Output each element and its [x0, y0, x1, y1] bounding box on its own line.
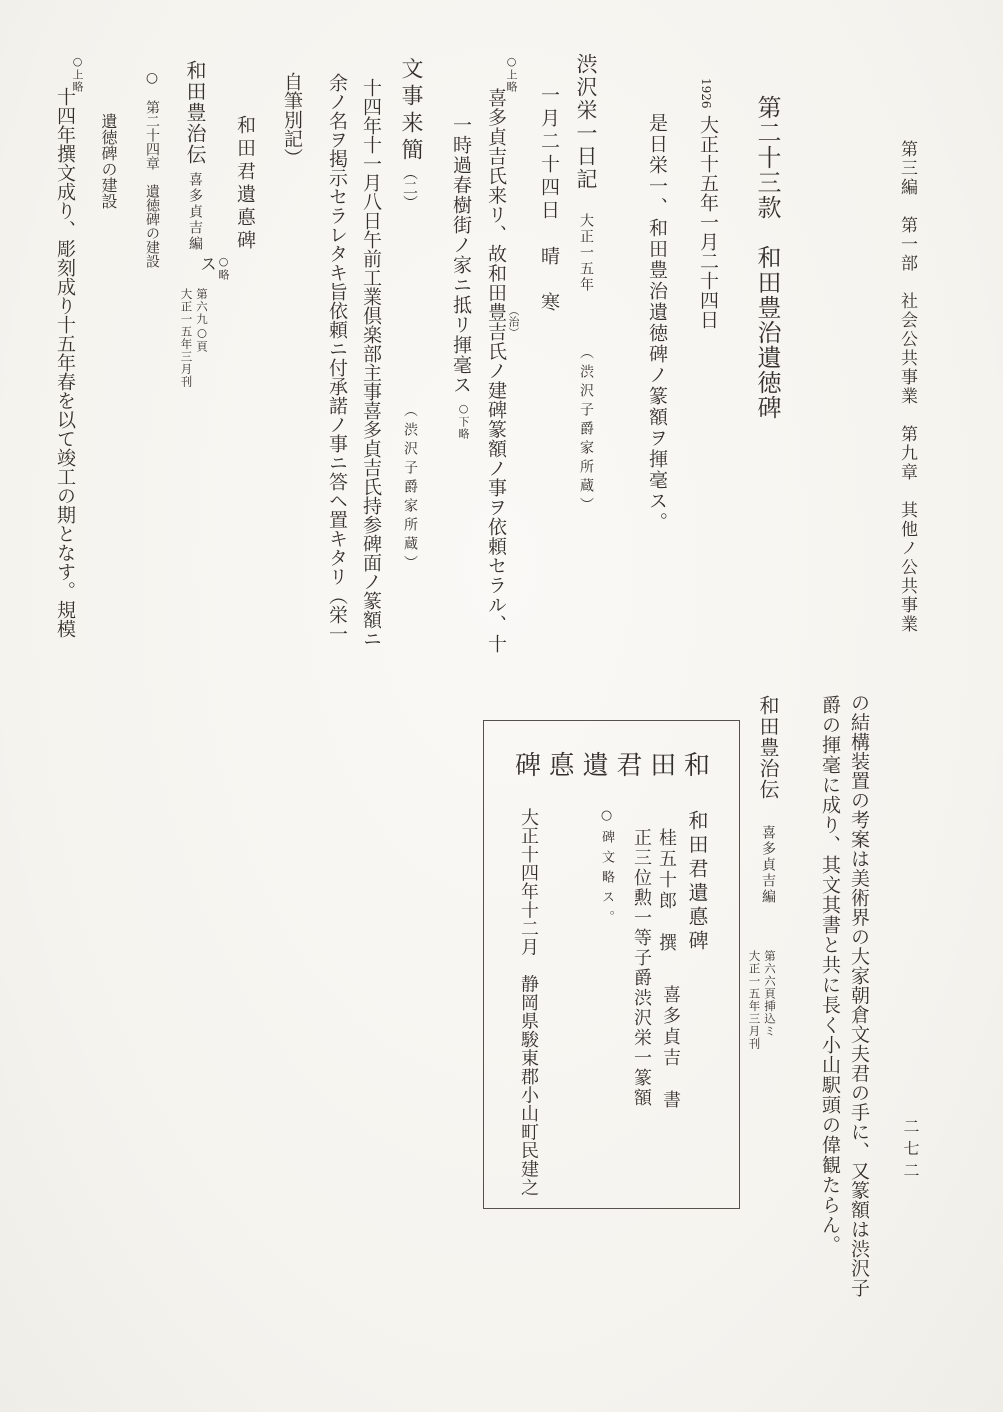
letter-ending-pair: [197, 255, 229, 281]
omission-mark-top: ○上略: [505, 55, 518, 93]
biography2-reference: [748, 950, 775, 1050]
diary-source: ︵渋沢子爵家所蔵︶: [578, 345, 594, 516]
biography2-editor: 喜多貞吉編: [760, 825, 776, 905]
inscription-headline-char: 君: [616, 751, 643, 781]
date-heading: 大正十五年一月二十四日: [697, 115, 719, 330]
letters-line-3: 自筆別記︶: [281, 72, 303, 167]
chapter-heading: ○ 第二十四章 遺徳碑の建設: [144, 70, 160, 268]
diary-title: 渋沢栄一日記: [574, 53, 598, 191]
diary-line-2: 一時過春樹街ノ家ニ抵リ揮毫ス: [450, 115, 472, 395]
inscription-headline: [515, 753, 710, 779]
biography1-ref-page: 第六九○頁: [195, 288, 209, 353]
letter-suffix: ス: [196, 255, 216, 272]
diary-entry-date: 一月二十四日 晴 寒: [538, 85, 560, 315]
inscription-note: ○碑文略ス。: [599, 808, 614, 930]
inscription-title: 和田君遺悳碑: [685, 810, 709, 954]
inscription-calligrapher: 喜多貞吉 書: [660, 985, 681, 1111]
inscription-headline-char: 遺: [582, 751, 609, 781]
letters-source: ︵渋沢子爵家所蔵︶: [402, 403, 418, 574]
running-header: 第三編 第一部 社会公共事業 第九章 其他ノ公共事業: [897, 140, 917, 634]
subsection-heading: 遺徳碑の建設: [99, 113, 118, 209]
biography2-title: 和田豊治伝: [756, 695, 780, 800]
inscription-date-place: 大正十四年十二月 静岡県駿東郡小山町民建之: [518, 808, 539, 1197]
gregorian-year: 1926: [699, 78, 713, 109]
biography1-title: 和田豊治伝: [183, 60, 207, 165]
letters-number: ︵二︶: [401, 165, 419, 210]
continuation-line-2: 爵の揮毫に成り、其文其書と共に長く小山駅頭の偉観たらん。: [819, 695, 841, 1255]
section-title: 第二十三款 和田豊治遺徳碑: [753, 95, 781, 420]
biography1-body: 十四年撰文成り、彫刻成り十五年春を以て竣工の期となす。規模: [54, 87, 76, 638]
omission-mark: ○略: [217, 255, 230, 281]
letters-title: [399, 57, 421, 210]
biography2-ref-page: 第六六頁挿込ミ: [763, 950, 777, 1038]
inscription-headline-char: 碑: [515, 751, 542, 781]
letters-line-2: 余ノ名ヲ掲示セラレタキ旨依頼ニ付承諾ノ事ニ答ヘ置キタリ︵栄一: [326, 73, 348, 643]
biography1-ref-pub: 大正一五年三月刊: [179, 288, 194, 388]
letters-line-1: 十四年十一月八日午前工業倶楽部主事喜多貞吉氏持参碑面ノ篆額ニ: [360, 78, 382, 648]
inscription-headline-char: 和: [683, 751, 710, 781]
inscription-seal: 正三位勲一等子爵渋沢栄一篆額: [631, 828, 652, 1108]
inscription-headline-char: 田: [650, 751, 677, 781]
biography2-ref-pub: 大正一五年三月刊: [747, 950, 762, 1050]
inscription-composer: 桂五十郎 撰: [656, 828, 677, 954]
lead-sentence: 是日栄一、和田豊治遺徳碑ノ篆額ヲ揮毫ス。: [646, 113, 668, 533]
letters-title-text: 文事来簡: [398, 57, 423, 165]
inscription-headline-char: 悳: [548, 751, 575, 781]
omission-mark-top-2: ○上略: [71, 55, 84, 93]
page-number: 二七二: [901, 1118, 920, 1184]
ruby-correction: ︵治︶: [507, 305, 520, 338]
continuation-line-1: の結構装置の考案は美術界の大家朝倉文夫君の手に、又篆額は渋沢子: [848, 693, 870, 1298]
omission-mark-bottom: ○下略: [457, 402, 470, 440]
biography1-reference: [180, 288, 207, 388]
monument-title-line: 和田君遺悳碑: [234, 115, 256, 253]
diary-line-1: 喜多貞吉氏来リ、故和田豊吉氏ノ建碑篆額ノ事ヲ依頼セラル、十: [485, 88, 507, 654]
diary-era: 大正一五年: [578, 213, 594, 293]
biography1-editor: 喜多貞吉編: [187, 172, 203, 252]
